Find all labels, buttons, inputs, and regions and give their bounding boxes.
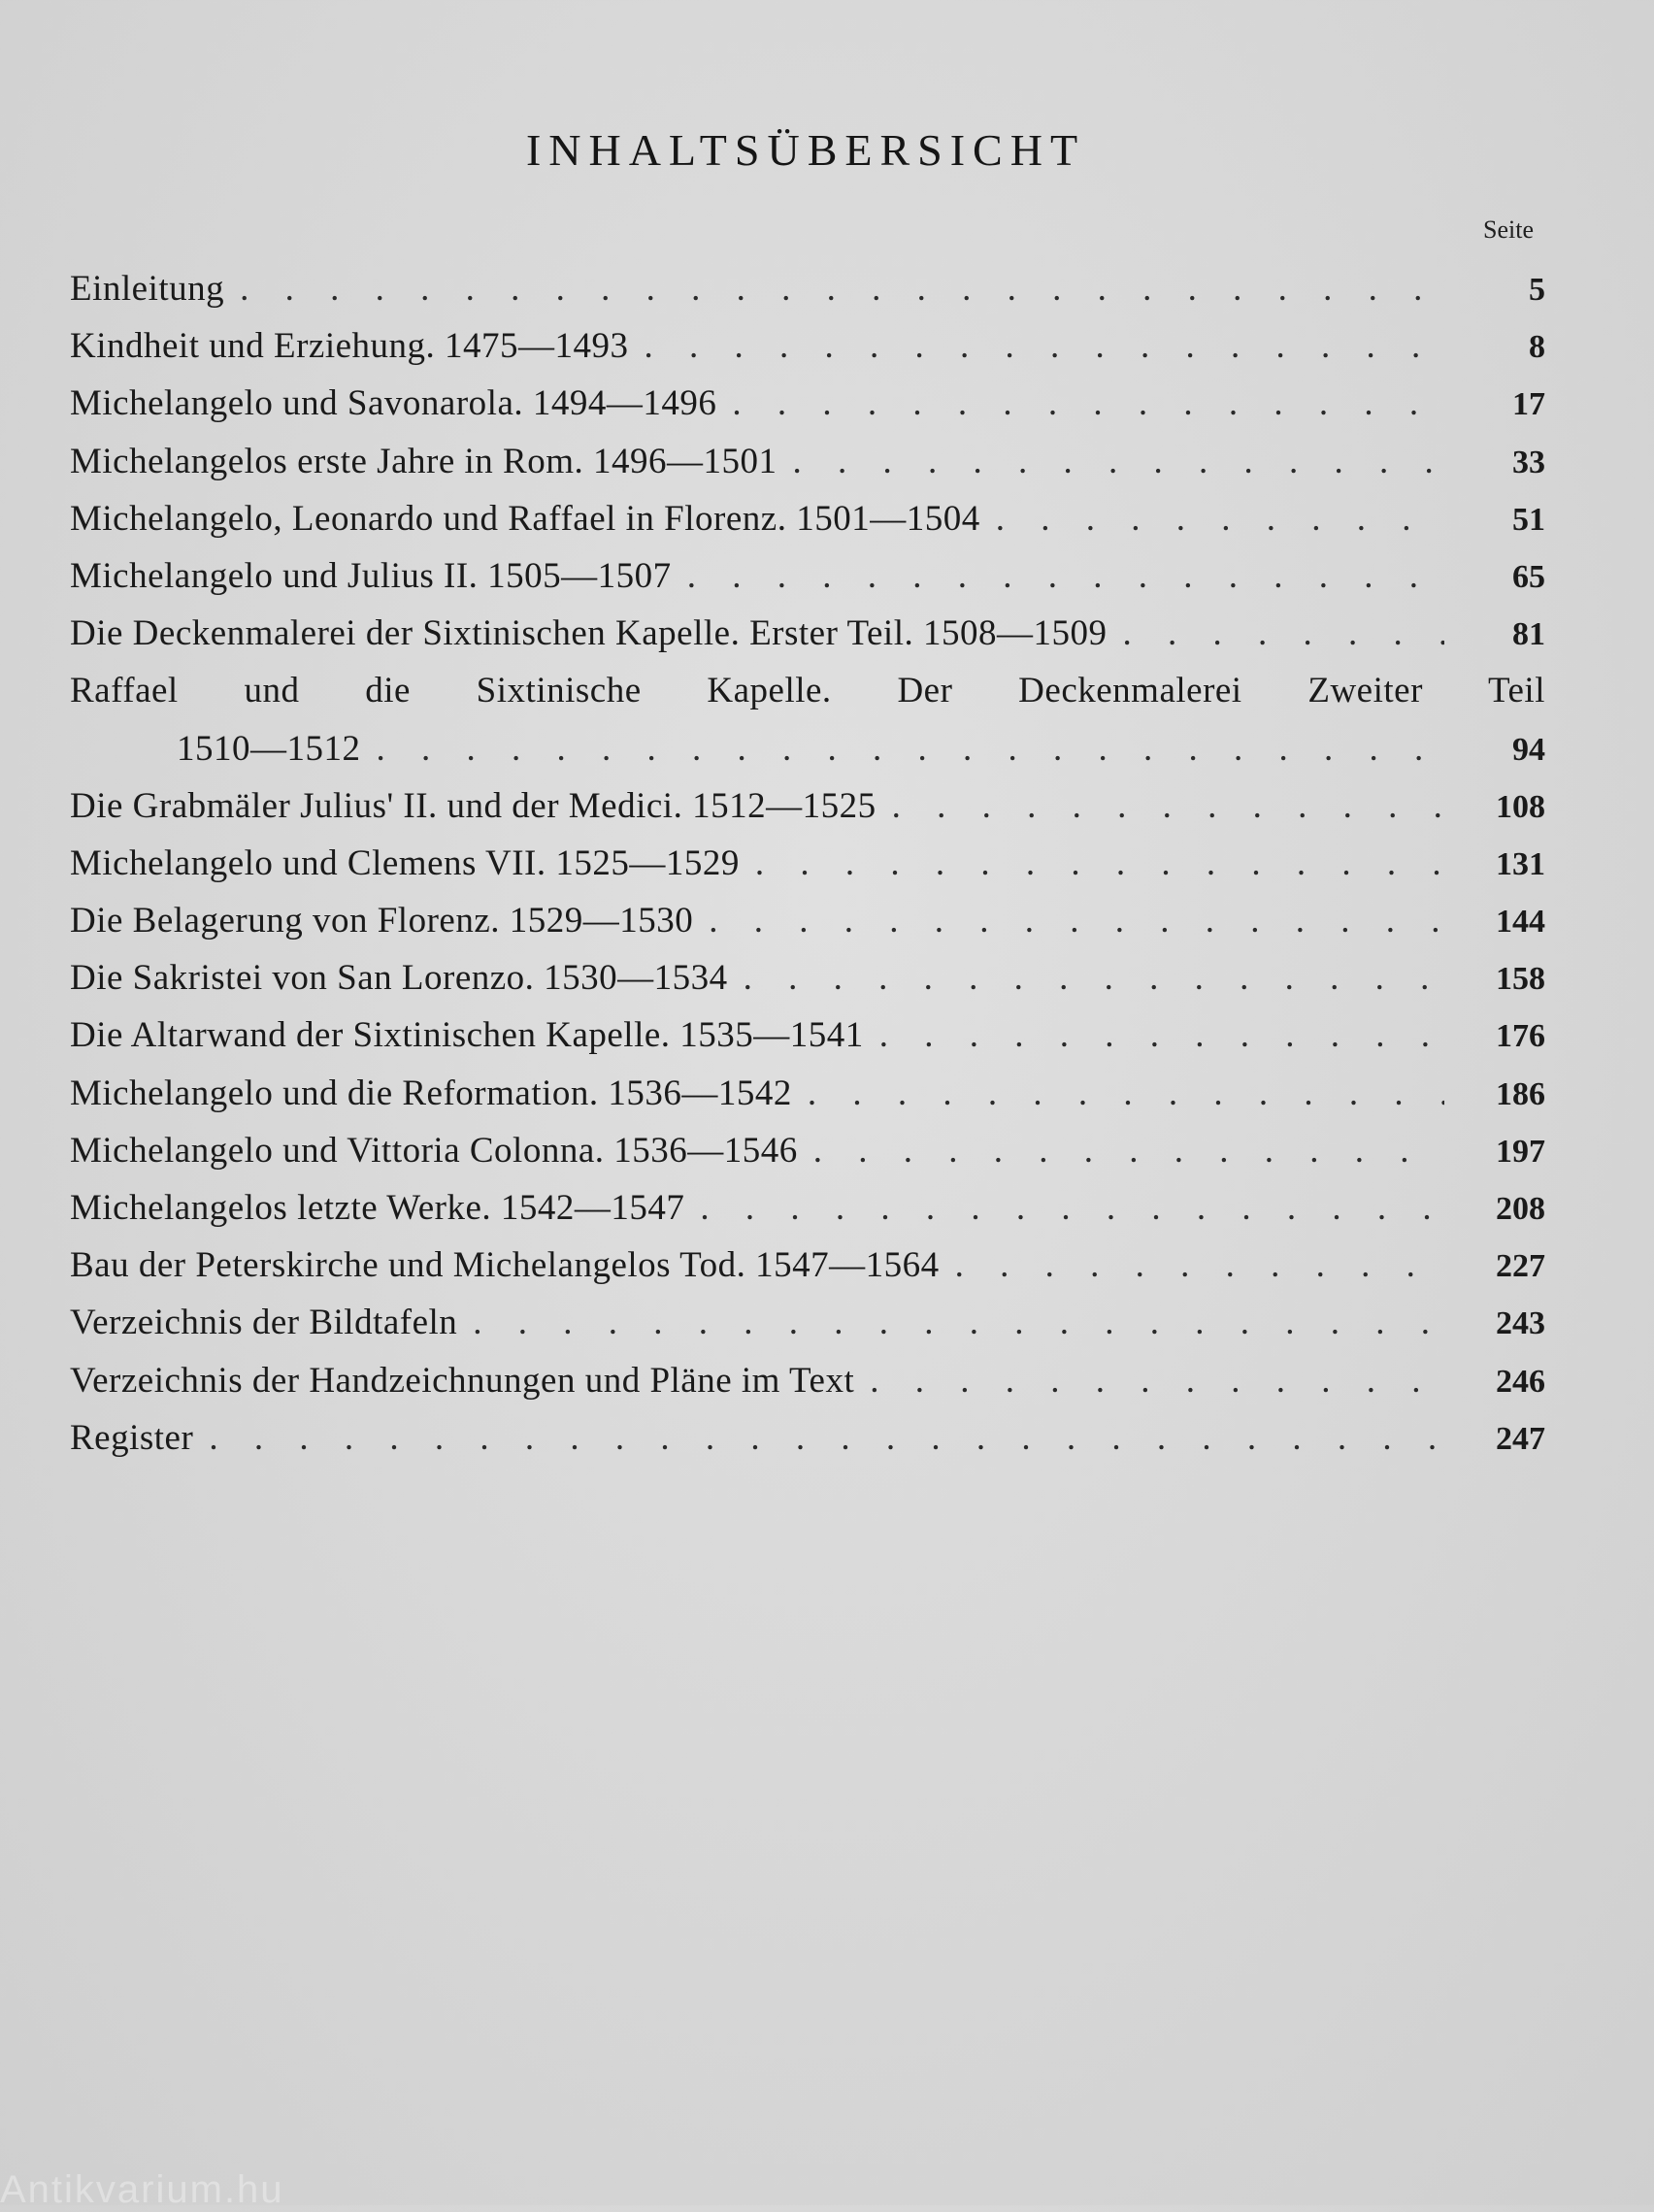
- page-column-label: Seite: [1483, 215, 1534, 244]
- toc-entry-page: 158: [1496, 961, 1545, 998]
- toc-entry-continuation: [70, 720, 1545, 777]
- leader-dots: [1123, 605, 1445, 662]
- toc-entry-page: 243: [1496, 1305, 1545, 1342]
- toc-entry-page: 5: [1529, 272, 1545, 308]
- leader-dots: [240, 260, 1444, 317]
- leader-dots: [996, 490, 1444, 547]
- toc-entry: [70, 260, 1545, 317]
- toc-entry: [70, 662, 1545, 719]
- toc-entry-title: Die Altarwand der Sixtinischen Kapelle. 1535—1541: [70, 1015, 864, 1056]
- toc-entry-page: 51: [1512, 501, 1545, 538]
- toc-entry: [70, 490, 1545, 547]
- toc-entry-title: Michelangelos erste Jahre in Rom. 1496—1501: [70, 441, 777, 481]
- toc-entry-page: 186: [1496, 1075, 1545, 1112]
- toc-entry-title: Die Grabmäler Julius' II. und der Medici. 1512—1525: [70, 785, 877, 826]
- toc-entry: [70, 949, 1545, 1007]
- toc-entry-title: Register: [70, 1417, 194, 1458]
- toc-entry-title: Michelangelo und Julius II. 1505—1507: [70, 555, 672, 596]
- leader-dots: [709, 892, 1444, 949]
- toc-entry-title: Bau der Peterskirche und Michelangelos Tod. 1547—1564: [70, 1245, 940, 1286]
- toc-entry: [70, 1409, 1545, 1467]
- toc-entry: [70, 1237, 1545, 1294]
- toc-entry-page: 197: [1496, 1133, 1545, 1170]
- leader-dots: [755, 835, 1444, 892]
- toc-entry: [70, 375, 1545, 432]
- toc-entry-title: Einleitung: [70, 269, 225, 309]
- toc-entry: [70, 892, 1545, 949]
- leader-dots: [792, 433, 1444, 490]
- page-title: INHALTSÜBERSICHT: [525, 125, 1086, 175]
- toc-entry-title: Die Belagerung von Florenz. 1529—1530: [70, 901, 694, 941]
- toc-entry: [70, 1352, 1545, 1409]
- toc-entry: [70, 1007, 1545, 1064]
- toc-entry-page: 246: [1496, 1363, 1545, 1400]
- toc-entry: [70, 547, 1545, 605]
- toc-entry-page: 227: [1496, 1248, 1545, 1285]
- toc-entry-page: 247: [1496, 1420, 1545, 1457]
- toc-entry-title: Kindheit und Erziehung. 1475—1493: [70, 326, 629, 367]
- leader-dots: [700, 1179, 1444, 1237]
- table-of-contents: [70, 260, 1545, 1467]
- leader-dots: [377, 720, 1445, 777]
- toc-entry-title: Die Deckenmalerei der Sixtinischen Kapelle. Erster Teil. 1508—1509: [70, 613, 1108, 654]
- toc-entry-title: Michelangelos letzte Werke. 1542—1547: [70, 1188, 685, 1228]
- toc-entry-title: Verzeichnis der Handzeichnungen und Pläne im Text: [70, 1360, 855, 1401]
- toc-entry-title: Verzeichnis der Bildtafeln: [70, 1303, 458, 1343]
- toc-entry: [70, 777, 1545, 835]
- toc-entry-title: Die Sakristei von San Lorenzo. 1530—1534: [70, 958, 728, 999]
- toc-entry-title: Michelangelo und Clemens VII. 1525—1529: [70, 842, 740, 883]
- toc-entry-page: 144: [1496, 904, 1545, 941]
- toc-entry-page: 176: [1496, 1018, 1545, 1055]
- toc-entry-title: Michelangelo und Vittoria Colonna. 1536—1546: [70, 1130, 798, 1171]
- toc-entry-title: Michelangelo, Leonardo und Raffael in Florenz. 1501—1504: [70, 498, 980, 539]
- leader-dots: [744, 949, 1444, 1007]
- leader-dots: [870, 1352, 1444, 1409]
- toc-entry: [70, 605, 1545, 662]
- leader-dots: [473, 1294, 1444, 1351]
- toc-entry: [70, 1122, 1545, 1179]
- toc-entry-page: 131: [1496, 845, 1545, 882]
- toc-entry: [70, 433, 1545, 490]
- leader-dots: [813, 1122, 1444, 1179]
- toc-entry-page: 17: [1512, 386, 1545, 423]
- watermark: Antikvarium.hu: [0, 2168, 284, 2211]
- toc-entry-page: 94: [1512, 731, 1545, 768]
- toc-entry: [70, 1294, 1545, 1351]
- toc-entry-title: Michelangelo und die Reformation. 1536—1542: [70, 1073, 792, 1113]
- toc-entry-page: 8: [1529, 329, 1545, 366]
- leader-dots: [879, 1007, 1444, 1064]
- toc-entry: [70, 1065, 1545, 1122]
- toc-entry: [70, 1179, 1545, 1237]
- toc-entry-page: 33: [1512, 444, 1545, 480]
- toc-entry-page: 108: [1496, 788, 1545, 825]
- leader-dots: [808, 1065, 1444, 1122]
- toc-entry-page: 208: [1496, 1191, 1545, 1227]
- toc-entry-title: Raffael und die Sixtinische Kapelle. Der Deckenmalerei Zweiter Teil: [70, 671, 1545, 711]
- leader-dots: [687, 547, 1444, 605]
- leader-dots: [892, 777, 1444, 835]
- toc-entry: [70, 317, 1545, 375]
- leader-dots: [209, 1409, 1444, 1467]
- toc-entry: [70, 835, 1545, 892]
- leader-dots: [732, 375, 1444, 432]
- leader-dots: [955, 1237, 1444, 1294]
- toc-entry-page: 65: [1512, 558, 1545, 595]
- leader-dots: [645, 317, 1444, 375]
- toc-entry-title: 1510—1512: [177, 728, 361, 769]
- toc-entry-title: Michelangelo und Savonarola. 1494—1496: [70, 383, 717, 424]
- toc-entry-page: 81: [1512, 616, 1545, 653]
